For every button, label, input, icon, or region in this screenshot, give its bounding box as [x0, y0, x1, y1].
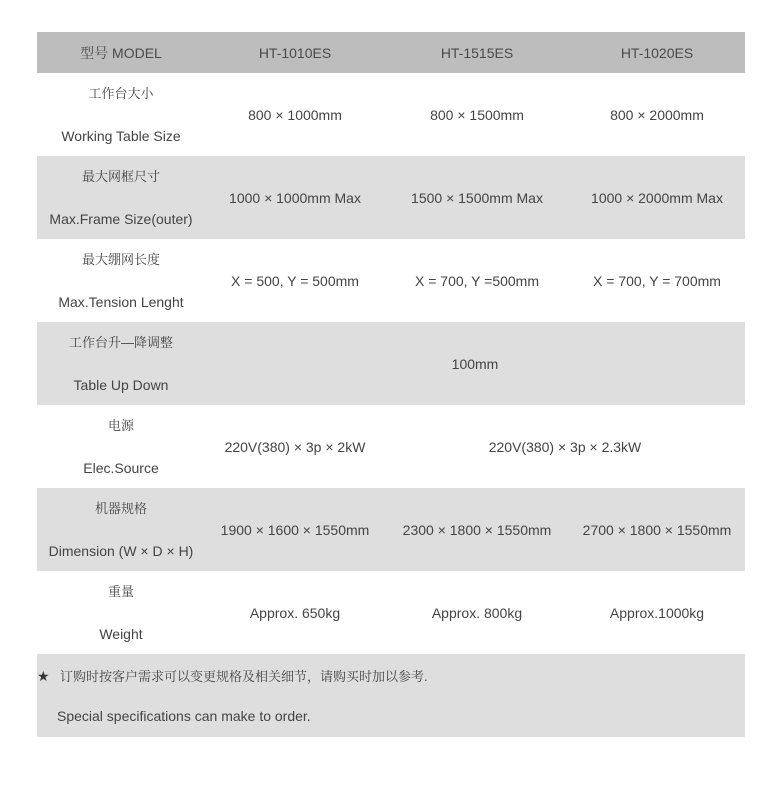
row-label-en: Working Table Size — [61, 127, 181, 144]
cell-value: 800 × 1000mm — [248, 106, 342, 123]
row-label — [37, 167, 205, 229]
cell-value: 800 × 2000mm — [610, 106, 704, 123]
table-row-dimension — [37, 488, 745, 571]
row-label — [37, 333, 205, 395]
cell-value: 1000 × 1000mm Max — [205, 156, 385, 239]
row-label — [37, 416, 205, 478]
row-label — [37, 250, 205, 312]
cell-value: X = 700, Y =500mm — [414, 272, 539, 289]
table-row-weight — [37, 571, 745, 654]
row-label — [37, 499, 205, 561]
cell-value: 1000 × 2000mm Max — [569, 156, 745, 239]
spec-table — [37, 32, 745, 654]
table-row-max-tension-length — [37, 239, 745, 322]
table-row-elec-source — [37, 405, 745, 488]
cell-value: 2700 × 1800 × 1550mm — [569, 488, 745, 571]
row-label-en: Weight — [99, 625, 143, 642]
footnote — [37, 654, 745, 737]
cell-value: 220V(380) × 3p × 2kW — [224, 438, 366, 455]
table-row-working-table-size — [37, 73, 745, 156]
row-label-en: Elec.Source — [83, 459, 159, 476]
row-label — [37, 582, 205, 644]
cell-value: 1900 × 1600 × 1550mm — [205, 488, 385, 571]
cell-value: Approx.1000kg — [609, 604, 705, 621]
row-label-en: Max.Tension Lenght — [58, 293, 184, 310]
spec-table-container — [37, 32, 745, 737]
table-row-max-frame-size — [37, 156, 745, 239]
cell-value: Approx. 800kg — [431, 604, 523, 621]
cell-value: 800 × 1500mm — [430, 106, 524, 123]
cell-value: 2300 × 1800 × 1550mm — [385, 488, 569, 571]
cell-value: X = 500, Y = 500mm — [231, 272, 359, 289]
row-label-zh: 最大绷网长度 — [81, 251, 160, 267]
table-row-table-up-down — [37, 322, 745, 405]
cell-value: X = 700, Y = 700mm — [593, 272, 721, 289]
model-3: HT-1020ES — [569, 32, 745, 73]
row-label-zh: 电源 — [107, 417, 134, 433]
model-1: HT-1010ES — [205, 32, 385, 73]
row-label-zh: 最大网框尺寸 — [81, 168, 160, 184]
footnote-zh: 订购时按客户需求可以变更规格及相关细节，请购买时加以参考. — [60, 669, 428, 684]
row-label-zh: 重量 — [107, 583, 134, 599]
header-row — [37, 32, 745, 73]
footnote-zh-line — [37, 666, 428, 685]
cell-value: Approx. 650kg — [249, 604, 341, 621]
row-label-en: Max.Frame Size(outer) — [49, 210, 193, 227]
row-label-zh: 工作台大小 — [88, 85, 154, 101]
row-label — [37, 84, 205, 146]
row-label-en: Table Up Down — [73, 376, 169, 393]
footnote-en: Special specifications can make to order. — [57, 708, 311, 724]
model-label: 型号 MODEL — [37, 32, 205, 73]
cell-value: 1500 × 1500mm Max — [385, 156, 569, 239]
star-icon: ★ — [37, 667, 50, 684]
cell-value: 220V(380) × 3p × 2.3kW — [488, 438, 642, 455]
row-label-zh: 工作台升—降调整 — [68, 334, 173, 350]
row-label-en: Dimension (W × D × H) — [48, 542, 194, 559]
model-2: HT-1515ES — [385, 32, 569, 73]
cell-value: 100mm — [205, 322, 745, 405]
row-label-zh: 机器规格 — [94, 500, 147, 516]
